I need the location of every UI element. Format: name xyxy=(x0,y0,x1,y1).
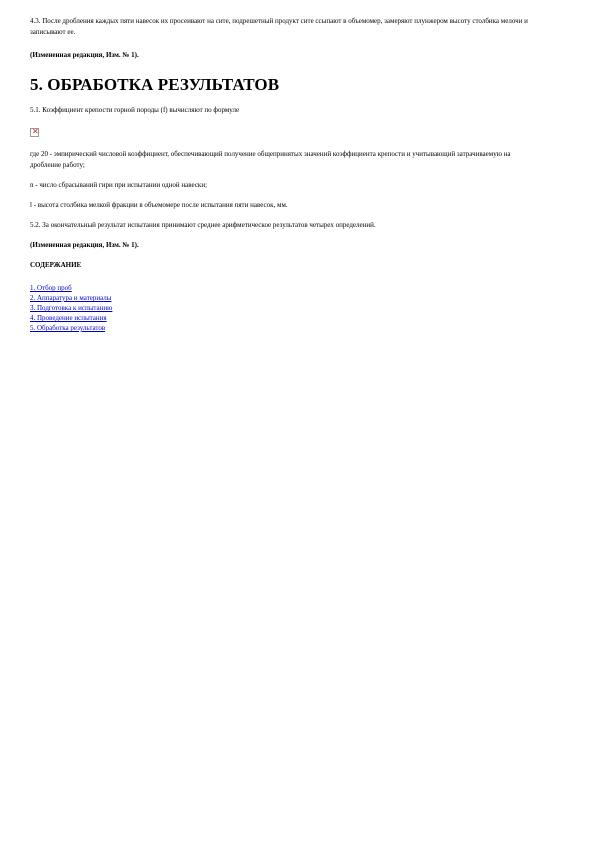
toc-link-4[interactable]: 4. Проведение испытания xyxy=(30,314,107,322)
toc-item xyxy=(30,293,530,303)
amendment-note-section-4: (Измененная редакция, Изм. № 1). xyxy=(30,51,139,59)
formula-definition-20: где 20 - эмпирический числовой коэффициент, обеспечивающий получение общепринятых значений коэффициента крепости и учитывающий затрачиваемую на дробление работу; xyxy=(30,150,511,169)
toc-link-2[interactable]: 2. Аппаратура и материалы xyxy=(30,294,112,302)
toc-item xyxy=(30,323,530,333)
formula-definition-n: n - число сбрасываний гири при испытании одной навески; xyxy=(30,181,208,189)
toc-list xyxy=(30,283,530,333)
toc-link-1[interactable]: 1. Отбор проб xyxy=(30,284,72,292)
toc-link-3[interactable]: 3. Подготовка к испытанию xyxy=(30,304,113,312)
toc-item xyxy=(30,313,530,323)
broken-image-x-icon: ✕ xyxy=(32,127,39,136)
paragraph-5-2: 5.2. За окончательный результат испытания принимают среднее арифметическое результатов четырех определений. xyxy=(30,221,376,229)
document-page xyxy=(30,16,530,333)
paragraph-4-3: 4.3. После дробления каждых пяти навесок их просеивают на сите, подрешетный продукт сите ссыпают в объемомер, замеряют плунжером высоту столбика мелочи и записывают ее. xyxy=(30,17,528,36)
formula-broken-image-icon xyxy=(30,128,39,137)
paragraph-5-1: 5.1. Коэффициент крепости горной породы (f) вычисляют по формуле xyxy=(30,106,240,114)
section-heading: 5. ОБРАБОТКА РЕЗУЛЬТАТОВ xyxy=(30,75,280,94)
toc-link-5[interactable]: 5. Обработка результатов xyxy=(30,324,106,332)
amendment-note-section-5: (Измененная редакция, Изм. № 1). xyxy=(30,241,139,249)
toc-title: СОДЕРЖАНИЕ xyxy=(30,261,82,269)
toc-item xyxy=(30,303,530,313)
toc-item xyxy=(30,283,530,293)
formula-definition-l: l - высота столбика мелкой фракции в объемомере после испытания пяти навесок, мм. xyxy=(30,201,288,209)
